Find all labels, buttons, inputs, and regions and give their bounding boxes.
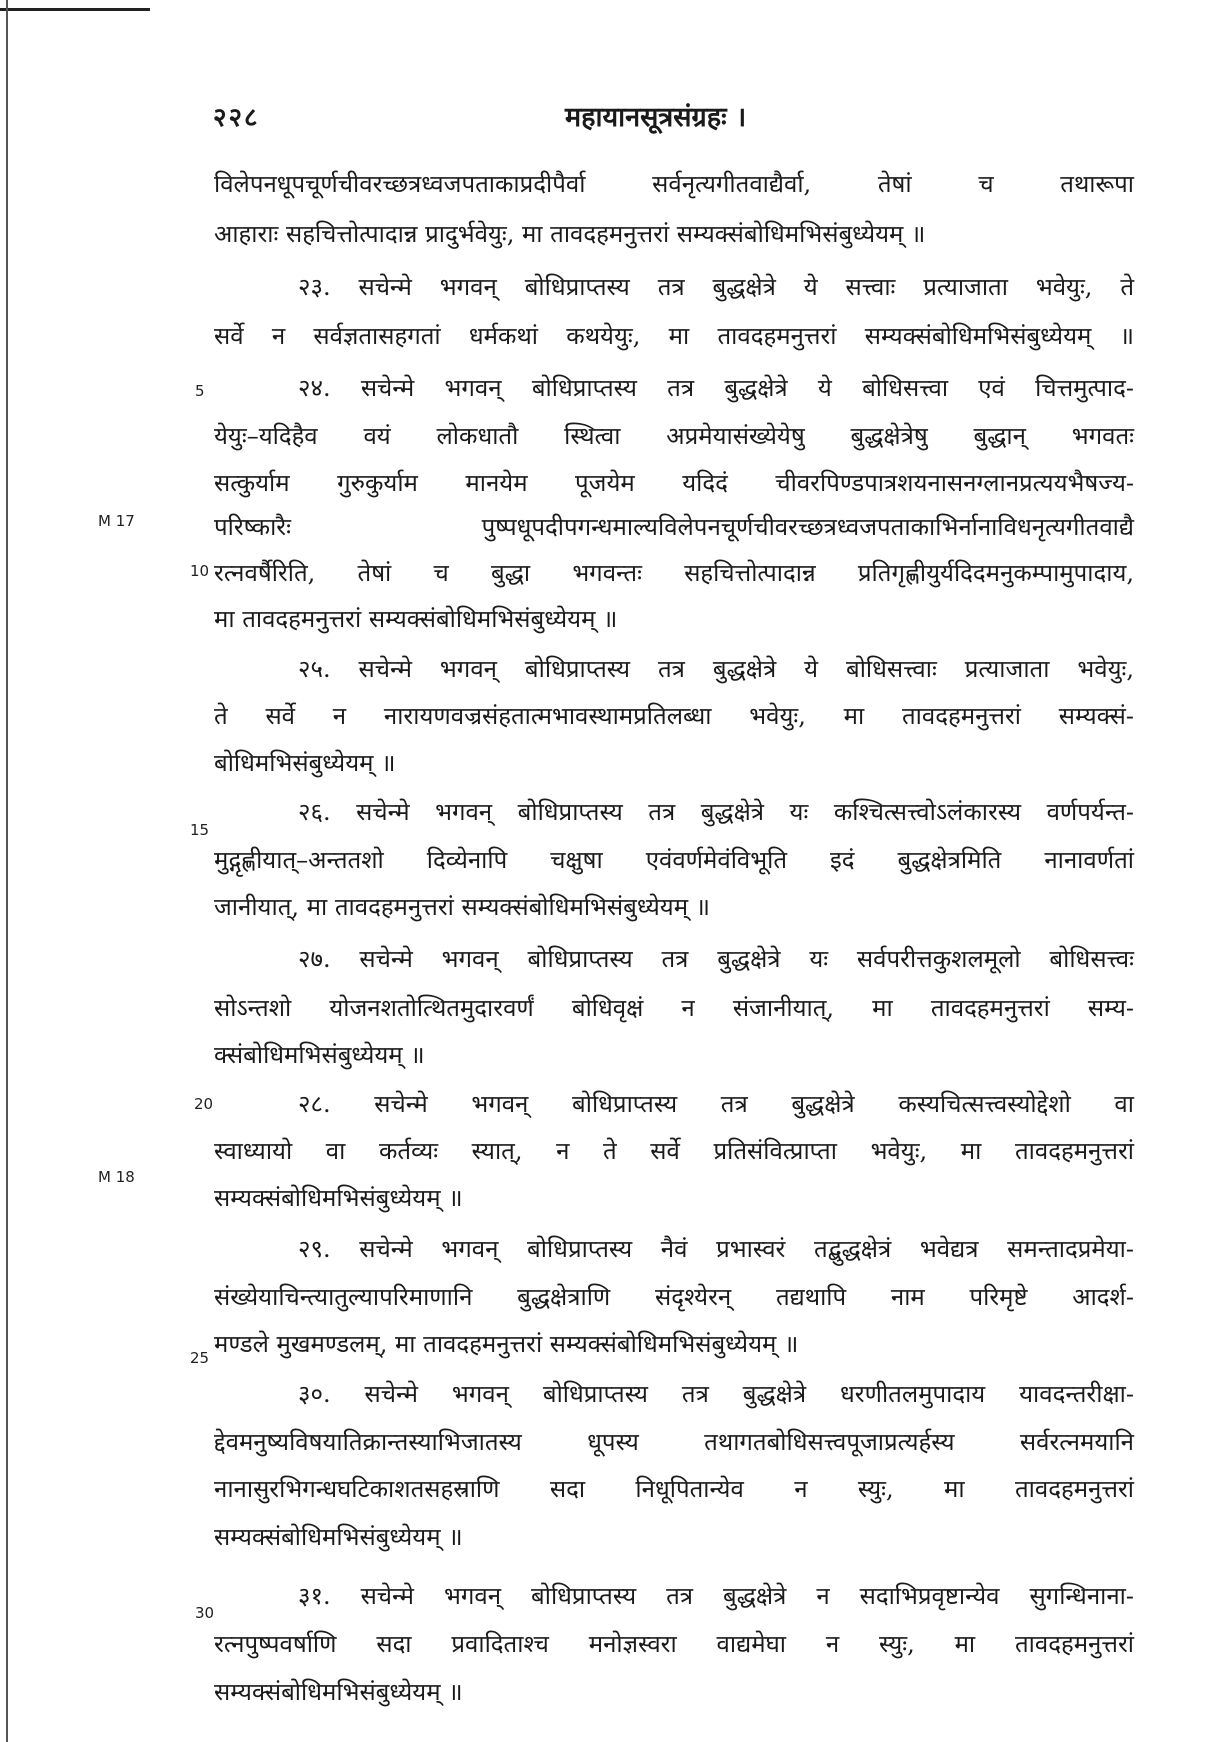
text-line: २७. सचेन्मे भगवन् बोधिप्राप्तस्य तत्र बुद्धक्षेत्रे यः सर्वपरीत्तकुशलमूलो बोधिसत्त्वः xyxy=(298,945,1134,973)
top-rule xyxy=(0,8,150,11)
line-number-30: 30 xyxy=(195,1604,215,1622)
text-line: २४. सचेन्मे भगवन् बोधिप्राप्तस्य तत्र बुद्धक्षेत्रे ये बोधिसत्त्वा एवं चित्तमुत्पाद- xyxy=(298,374,1134,402)
line-number-10: 10 xyxy=(190,562,210,580)
line-number-15: 15 xyxy=(190,821,210,839)
text-line: विलेपनधूपचूर्णचीवरच्छत्रध्वजपताकाप्रदीपैर्वा सर्वनृत्यगीतवाद्यैर्वा, तेषां च तथारूपा xyxy=(214,170,1134,198)
line-number-5: 5 xyxy=(195,382,205,400)
text-line: २९. सचेन्मे भगवन् बोधिप्राप्तस्य नैवं प्रभास्वरं तद्बुद्धक्षेत्रं भवेद्यत्र समन्तादप्रमेया- xyxy=(298,1235,1134,1263)
text-line: मा तावदहमनुत्तरां सम्यक्संबोधिमभिसंबुध्येयम् ॥ xyxy=(214,605,618,633)
text-line: ३०. सचेन्मे भगवन् बोधिप्राप्तस्य तत्र बुद्धक्षेत्रे धरणीतलमुपादाय यावदन्तरीक्षा- xyxy=(298,1380,1134,1408)
margin-ref-m18: M 18 xyxy=(98,1168,135,1186)
line-number-20: 20 xyxy=(194,1095,214,1113)
text-line: द्देवमनुष्यविषयातिक्रान्तस्याभिजातस्य धूपस्य तथागतबोधिसत्त्वपूजाप्रत्यर्हस्य सर्वरत्नमयानि xyxy=(214,1428,1134,1456)
left-margin-rule xyxy=(6,0,8,1742)
text-line: सम्यक्संबोधिमभिसंबुध्येयम् ॥ xyxy=(214,1523,463,1551)
page-title: महायानसूत्रसंग्रहः । xyxy=(565,102,747,133)
text-line: क्संबोधिमभिसंबुध्येयम् ॥ xyxy=(214,1041,425,1069)
text-line: २५. सचेन्मे भगवन् बोधिप्राप्तस्य तत्र बुद्धक्षेत्रे ये बोधिसत्त्वाः प्रत्याजाता भवेयुः, xyxy=(298,655,1134,683)
text-line: २८. सचेन्मे भगवन् बोधिप्राप्तस्य तत्र बुद्धक्षेत्रे कस्यचित्सत्त्वस्योद्देशो वा xyxy=(298,1090,1134,1118)
margin-ref-m17: M 17 xyxy=(98,512,135,530)
text-line: सोऽन्तशो योजनशतोत्थितमुदारवर्णं बोधिवृक्षं न संजानीयात्, मा तावदहमनुत्तरां सम्य- xyxy=(214,994,1134,1022)
text-line: संख्येयाचिन्त्यातुल्यापरिमाणानि बुद्धक्षेत्राणि संदृश्येरन् तद्यथापि नाम परिमृष्टे आदर्श- xyxy=(214,1283,1134,1311)
text-line: येयुः–यदिहैव वयं लोकधातौ स्थित्वा अप्रमेयासंख्येयेषु बुद्धक्षेत्रेषु बुद्धान् भगवतः xyxy=(214,422,1134,450)
text-line: स्वाध्यायो वा कर्तव्यः स्यात्, न ते सर्वे प्रतिसंवित्प्राप्ता भवेयुः, मा तावदहमनुत्तरां xyxy=(214,1137,1134,1165)
text-line: जानीयात्, मा तावदहमनुत्तरां सम्यक्संबोधिमभिसंबुध्येयम् ॥ xyxy=(214,893,711,921)
text-line: परिष्कारैः पुष्पधूपदीपगन्धमाल्यविलेपनचूर्णचीवरच्छत्रध्वजपताकाभिर्नानाविधनृत्यगीतवाद्यै xyxy=(214,513,1134,541)
text-line: नानासुरभिगन्धघटिकाशतसहस्राणि सदा निधूपितान्येव न स्युः, मा तावदहमनुत्तरां xyxy=(214,1475,1134,1503)
text-line: ३१. सचेन्मे भगवन् बोधिप्राप्तस्य तत्र बुद्धक्षेत्रे न सदाभिप्रवृष्टान्येव सुगन्धिनाना- xyxy=(298,1582,1134,1610)
text-line: आहाराः सहचित्तोत्पादान्न प्रादुर्भवेयुः, मा तावदहमनुत्तरां सम्यक्संबोधिमभिसंबुध्येयम् ॥ xyxy=(214,220,926,248)
text-line: सम्यक्संबोधिमभिसंबुध्येयम् ॥ xyxy=(214,1678,463,1706)
text-line: बोधिमभिसंबुध्येयम् ॥ xyxy=(214,749,396,777)
page-number: २२८ xyxy=(213,103,260,133)
line-number-25: 25 xyxy=(190,1349,210,1367)
text-line: रत्नवर्षैरिति, तेषां च बुद्धा भगवन्तः सहचित्तोत्पादान्न प्रतिगृह्णीयुर्यदिदमनुकम्पामुपादाय, xyxy=(214,559,1134,587)
text-line: रत्नपुष्पवर्षाणि सदा प्रवादिताश्च मनोज्ञस्वरा वाद्यमेघा न स्युः, मा तावदहमनुत्तरां xyxy=(214,1630,1134,1658)
text-line: मण्डले मुखमण्डलम्, मा तावदहमनुत्तरां सम्यक्संबोधिमभिसंबुध्येयम् ॥ xyxy=(214,1330,799,1358)
text-line: २६. सचेन्मे भगवन् बोधिप्राप्तस्य तत्र बुद्धक्षेत्रे यः कश्चित्सत्त्वोऽलंकारस्य वर्णपर्यन्त- xyxy=(298,798,1134,826)
text-line: सत्कुर्याम गुरुकुर्याम मानयेम पूजयेम यदिदं चीवरपिण्डपात्रशयनासनग्लानप्रत्ययभैषज्य- xyxy=(214,469,1134,497)
text-line: ते सर्वे न नारायणवज्रसंहतात्मभावस्थामप्रतिलब्धा भवेयुः, मा तावदहमनुत्तरां सम्यक्सं- xyxy=(214,702,1134,730)
text-line: सम्यक्संबोधिमभिसंबुध्येयम् ॥ xyxy=(214,1184,463,1212)
text-line: २३. सचेन्मे भगवन् बोधिप्राप्तस्य तत्र बुद्धक्षेत्रे ये सत्त्वाः प्रत्याजाता भवेयुः, ते xyxy=(298,273,1134,301)
text-line: मुद्गृह्णीयात्–अन्ततशो दिव्येनापि चक्षुषा एवंवर्णमेवंविभूति इदं बुद्धक्षेत्रमिति नानावर्णतां xyxy=(214,846,1134,874)
text-line: सर्वे न सर्वज्ञतासहगतां धर्मकथां कथयेयुः, मा तावदहमनुत्तरां सम्यक्संबोधिमभिसंबुध्येयम् ॥ xyxy=(214,322,1134,350)
